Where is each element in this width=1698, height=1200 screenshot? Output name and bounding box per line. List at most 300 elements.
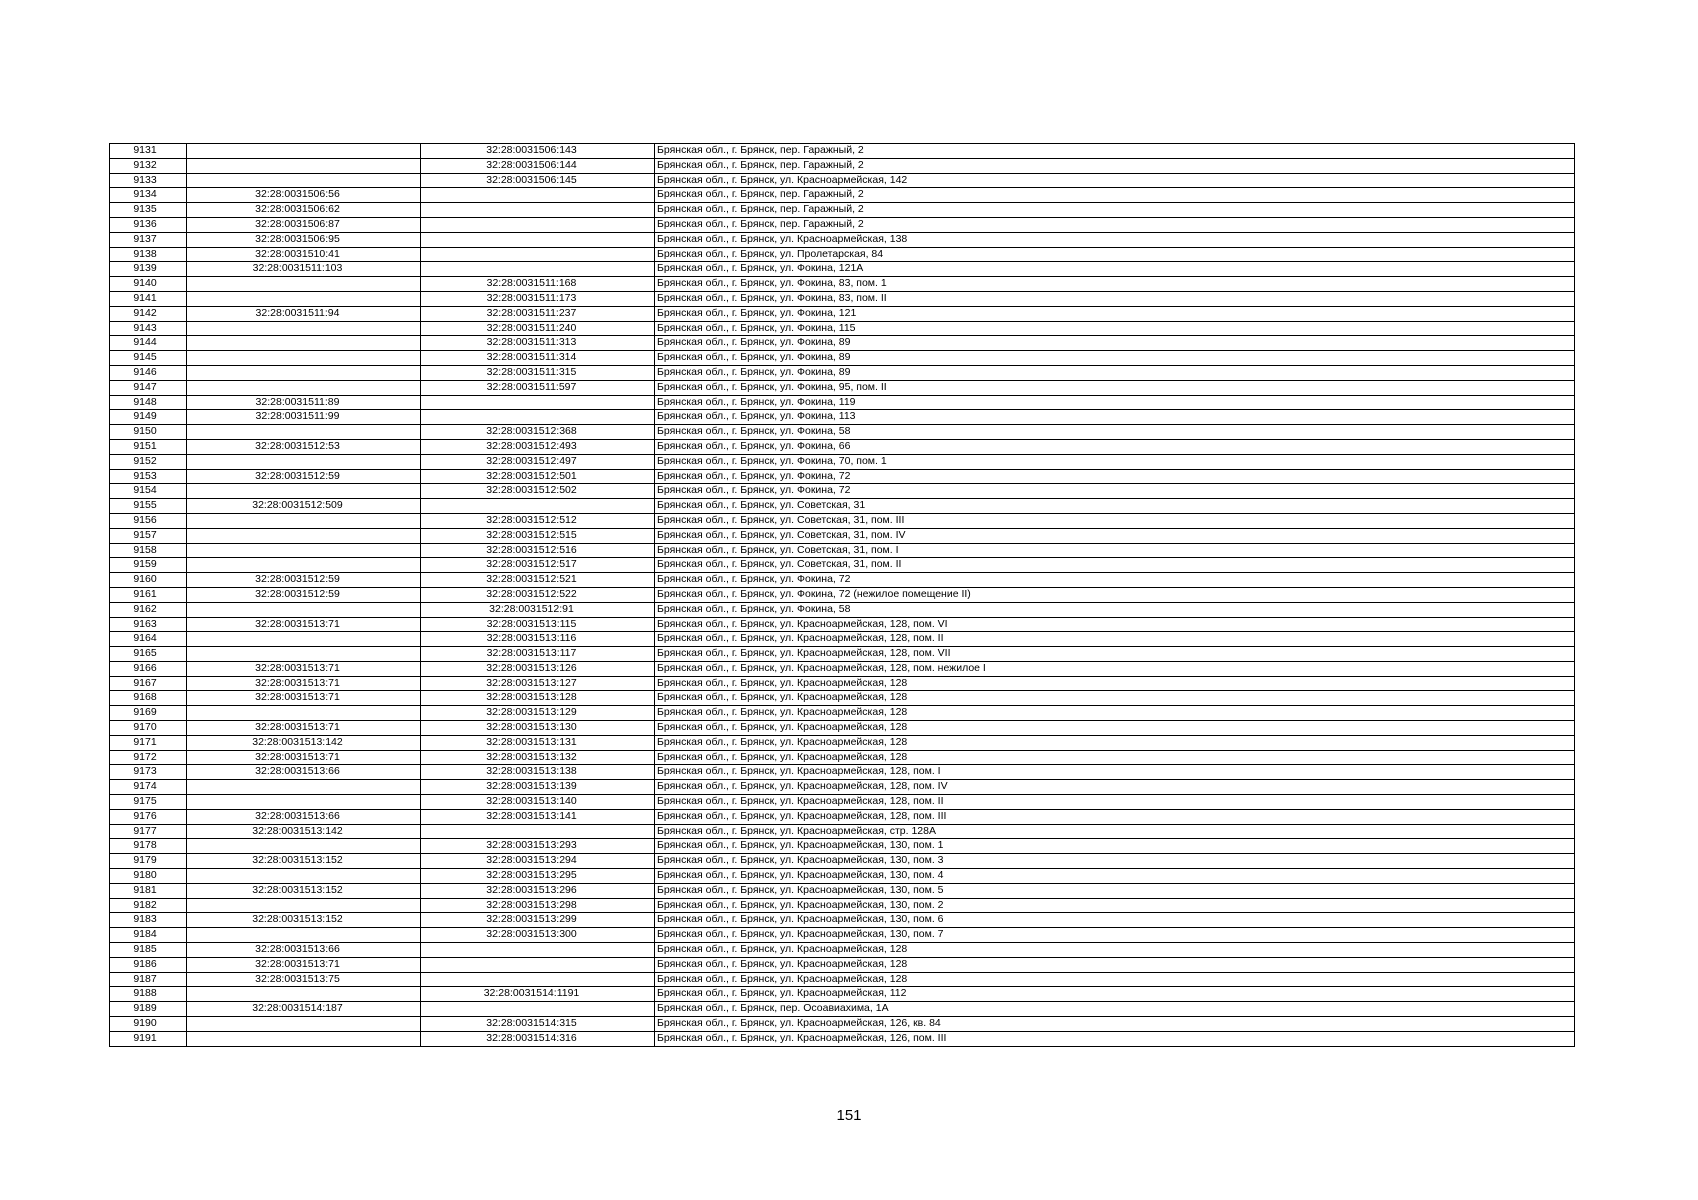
object-cadastral-number-cell: 32:28:0031506:145 [421, 173, 655, 188]
row-number-cell: 9157 [110, 528, 187, 543]
row-number-cell: 9160 [110, 573, 187, 588]
cadastral-number-cell: 32:28:0031514:187 [187, 1002, 421, 1017]
object-cadastral-number-cell: 32:28:0031506:143 [421, 144, 655, 159]
cadastral-number-cell [187, 795, 421, 810]
table-row [110, 558, 1575, 573]
object-cadastral-number-cell: 32:28:0031513:299 [421, 913, 655, 928]
object-cadastral-number-cell: 32:28:0031513:131 [421, 735, 655, 750]
table-row [110, 972, 1575, 987]
row-number-cell: 9190 [110, 1017, 187, 1032]
table-row [110, 854, 1575, 869]
address-cell: Брянская обл., г. Брянск, ул. Фокина, 58 [655, 425, 1575, 440]
cadastral-number-cell: 32:28:0031506:95 [187, 232, 421, 247]
cadastral-number-cell: 32:28:0031513:142 [187, 824, 421, 839]
row-number-cell: 9131 [110, 144, 187, 159]
address-cell: Брянская обл., г. Брянск, ул. Фокина, 121А [655, 262, 1575, 277]
table-row [110, 217, 1575, 232]
cadastral-number-cell: 32:28:0031512:59 [187, 587, 421, 602]
cadastral-number-cell [187, 454, 421, 469]
table-row [110, 247, 1575, 262]
address-cell: Брянская обл., г. Брянск, пер. Гаражный, 2 [655, 203, 1575, 218]
row-number-cell: 9170 [110, 721, 187, 736]
registry-table [109, 143, 1575, 1047]
cadastral-number-cell: 32:28:0031512:53 [187, 439, 421, 454]
address-cell: Брянская обл., г. Брянск, пер. Гаражный, 2 [655, 217, 1575, 232]
cadastral-number-cell [187, 321, 421, 336]
row-number-cell: 9137 [110, 232, 187, 247]
cadastral-number-cell: 32:28:0031511:99 [187, 410, 421, 425]
cadastral-number-cell: 32:28:0031510:41 [187, 247, 421, 262]
table-row [110, 735, 1575, 750]
object-cadastral-number-cell [421, 395, 655, 410]
table-row [110, 203, 1575, 218]
object-cadastral-number-cell: 32:28:0031513:138 [421, 765, 655, 780]
table-row [110, 943, 1575, 958]
object-cadastral-number-cell: 32:28:0031513:128 [421, 691, 655, 706]
table-row [110, 602, 1575, 617]
object-cadastral-number-cell: 32:28:0031506:144 [421, 158, 655, 173]
object-cadastral-number-cell: 32:28:0031514:1191 [421, 987, 655, 1002]
table-row [110, 691, 1575, 706]
row-number-cell: 9146 [110, 365, 187, 380]
row-number-cell: 9178 [110, 839, 187, 854]
object-cadastral-number-cell: 32:28:0031513:115 [421, 617, 655, 632]
table-row [110, 173, 1575, 188]
table-row [110, 306, 1575, 321]
row-number-cell: 9142 [110, 306, 187, 321]
address-cell: Брянская обл., г. Брянск, ул. Красноармейская, 128 [655, 972, 1575, 987]
address-cell: Брянская обл., г. Брянск, ул. Красноармейская, 130, пом. 6 [655, 913, 1575, 928]
address-cell: Брянская обл., г. Брянск, ул. Фокина, 113 [655, 410, 1575, 425]
table-row [110, 661, 1575, 676]
table-row [110, 351, 1575, 366]
row-number-cell: 9175 [110, 795, 187, 810]
table-row [110, 469, 1575, 484]
table-row [110, 573, 1575, 588]
cadastral-number-cell [187, 898, 421, 913]
row-number-cell: 9159 [110, 558, 187, 573]
cadastral-number-cell: 32:28:0031512:59 [187, 469, 421, 484]
address-cell: Брянская обл., г. Брянск, ул. Красноармейская, 128 [655, 957, 1575, 972]
table-row [110, 395, 1575, 410]
address-cell: Брянская обл., г. Брянск, ул. Красноармейская, 128 [655, 706, 1575, 721]
object-cadastral-number-cell: 32:28:0031512:517 [421, 558, 655, 573]
address-cell: Брянская обл., г. Брянск, ул. Советская, 31, пом. IV [655, 528, 1575, 543]
cadastral-number-cell [187, 602, 421, 617]
table-row [110, 380, 1575, 395]
address-cell: Брянская обл., г. Брянск, ул. Красноармейская, 128, пом. IV [655, 780, 1575, 795]
object-cadastral-number-cell: 32:28:0031513:295 [421, 869, 655, 884]
object-cadastral-number-cell [421, 957, 655, 972]
object-cadastral-number-cell: 32:28:0031512:493 [421, 439, 655, 454]
cadastral-number-cell: 32:28:0031513:75 [187, 972, 421, 987]
row-number-cell: 9151 [110, 439, 187, 454]
cadastral-number-cell [187, 780, 421, 795]
address-cell: Брянская обл., г. Брянск, ул. Советская, 31, пом. III [655, 513, 1575, 528]
address-cell: Брянская обл., г. Брянск, ул. Фокина, 121 [655, 306, 1575, 321]
row-number-cell: 9180 [110, 869, 187, 884]
address-cell: Брянская обл., г. Брянск, ул. Фокина, 83, пом. 1 [655, 277, 1575, 292]
row-number-cell: 9185 [110, 943, 187, 958]
cadastral-number-cell [187, 158, 421, 173]
table-row [110, 780, 1575, 795]
registry-table-body [110, 144, 1575, 1047]
row-number-cell: 9174 [110, 780, 187, 795]
address-cell: Брянская обл., г. Брянск, ул. Красноармейская, 128 [655, 943, 1575, 958]
table-row [110, 839, 1575, 854]
table-row [110, 809, 1575, 824]
row-number-cell: 9136 [110, 217, 187, 232]
object-cadastral-number-cell: 32:28:0031513:127 [421, 676, 655, 691]
cadastral-number-cell [187, 484, 421, 499]
object-cadastral-number-cell: 32:28:0031512:515 [421, 528, 655, 543]
cadastral-number-cell [187, 144, 421, 159]
address-cell: Брянская обл., г. Брянск, ул. Красноармейская, стр. 128А [655, 824, 1575, 839]
object-cadastral-number-cell: 32:28:0031512:516 [421, 543, 655, 558]
address-cell: Брянская обл., г. Брянск, ул. Фокина, 95, пом. II [655, 380, 1575, 395]
table-row [110, 410, 1575, 425]
row-number-cell: 9169 [110, 706, 187, 721]
row-number-cell: 9134 [110, 188, 187, 203]
cadastral-number-cell [187, 928, 421, 943]
address-cell: Брянская обл., г. Брянск, пер. Осоавиахима, 1А [655, 1002, 1575, 1017]
row-number-cell: 9171 [110, 735, 187, 750]
cadastral-number-cell [187, 1031, 421, 1046]
address-cell: Брянская обл., г. Брянск, пер. Гаражный, 2 [655, 144, 1575, 159]
table-row [110, 676, 1575, 691]
cadastral-number-cell [187, 987, 421, 1002]
address-cell: Брянская обл., г. Брянск, ул. Пролетарская, 84 [655, 247, 1575, 262]
cadastral-number-cell [187, 336, 421, 351]
address-cell: Брянская обл., г. Брянск, ул. Фокина, 72 [655, 573, 1575, 588]
address-cell: Брянская обл., г. Брянск, ул. Красноармейская, 128, пом. нежилое I [655, 661, 1575, 676]
row-number-cell: 9189 [110, 1002, 187, 1017]
table-row [110, 484, 1575, 499]
table-row [110, 1002, 1575, 1017]
page-number: 151 [836, 1107, 862, 1124]
table-row [110, 291, 1575, 306]
table-row [110, 795, 1575, 810]
table-row [110, 262, 1575, 277]
address-cell: Брянская обл., г. Брянск, ул. Красноармейская, 128, пом. VII [655, 647, 1575, 662]
cadastral-number-cell: 32:28:0031511:89 [187, 395, 421, 410]
row-number-cell: 9156 [110, 513, 187, 528]
table-row [110, 543, 1575, 558]
object-cadastral-number-cell [421, 232, 655, 247]
table-row [110, 928, 1575, 943]
address-cell: Брянская обл., г. Брянск, ул. Красноармейская, 130, пом. 1 [655, 839, 1575, 854]
address-cell: Брянская обл., г. Брянск, ул. Фокина, 72 [655, 484, 1575, 499]
cadastral-number-cell: 32:28:0031513:71 [187, 617, 421, 632]
address-cell: Брянская обл., г. Брянск, ул. Красноармейская, 128, пом. II [655, 795, 1575, 810]
cadastral-number-cell: 32:28:0031513:71 [187, 721, 421, 736]
cadastral-number-cell [187, 839, 421, 854]
table-row [110, 336, 1575, 351]
object-cadastral-number-cell: 32:28:0031512:502 [421, 484, 655, 499]
cadastral-number-cell [187, 632, 421, 647]
table-row [110, 750, 1575, 765]
cadastral-number-cell [187, 351, 421, 366]
object-cadastral-number-cell: 32:28:0031511:237 [421, 306, 655, 321]
table-row [110, 869, 1575, 884]
row-number-cell: 9150 [110, 425, 187, 440]
object-cadastral-number-cell [421, 972, 655, 987]
cadastral-number-cell: 32:28:0031513:66 [187, 809, 421, 824]
address-cell: Брянская обл., г. Брянск, ул. Красноармейская, 128, пом. VI [655, 617, 1575, 632]
object-cadastral-number-cell: 32:28:0031512:512 [421, 513, 655, 528]
address-cell: Брянская обл., г. Брянск, ул. Фокина, 83, пом. II [655, 291, 1575, 306]
cadastral-number-cell: 32:28:0031513:142 [187, 735, 421, 750]
row-number-cell: 9144 [110, 336, 187, 351]
table-row [110, 144, 1575, 159]
object-cadastral-number-cell [421, 943, 655, 958]
row-number-cell: 9155 [110, 499, 187, 514]
address-cell: Брянская обл., г. Брянск, ул. Советская, 31, пом. II [655, 558, 1575, 573]
cadastral-number-cell [187, 706, 421, 721]
object-cadastral-number-cell: 32:28:0031512:501 [421, 469, 655, 484]
address-cell: Брянская обл., г. Брянск, ул. Фокина, 89 [655, 365, 1575, 380]
object-cadastral-number-cell: 32:28:0031514:315 [421, 1017, 655, 1032]
address-cell: Брянская обл., г. Брянск, ул. Советская, 31, пом. I [655, 543, 1575, 558]
table-row [110, 365, 1575, 380]
table-row [110, 499, 1575, 514]
cadastral-number-cell [187, 513, 421, 528]
row-number-cell: 9181 [110, 883, 187, 898]
object-cadastral-number-cell: 32:28:0031511:168 [421, 277, 655, 292]
table-row [110, 721, 1575, 736]
row-number-cell: 9164 [110, 632, 187, 647]
registry-sheet [109, 143, 1574, 1047]
address-cell: Брянская обл., г. Брянск, ул. Фокина, 72 (нежилое помещение II) [655, 587, 1575, 602]
cadastral-number-cell: 32:28:0031506:56 [187, 188, 421, 203]
row-number-cell: 9141 [110, 291, 187, 306]
row-number-cell: 9158 [110, 543, 187, 558]
table-row [110, 1031, 1575, 1046]
row-number-cell: 9167 [110, 676, 187, 691]
address-cell: Брянская обл., г. Брянск, ул. Красноармейская, 126, пом. III [655, 1031, 1575, 1046]
object-cadastral-number-cell [421, 203, 655, 218]
cadastral-number-cell [187, 1017, 421, 1032]
row-number-cell: 9153 [110, 469, 187, 484]
address-cell: Брянская обл., г. Брянск, ул. Советская, 31 [655, 499, 1575, 514]
table-row [110, 277, 1575, 292]
object-cadastral-number-cell: 32:28:0031513:298 [421, 898, 655, 913]
object-cadastral-number-cell [421, 499, 655, 514]
cadastral-number-cell [187, 380, 421, 395]
row-number-cell: 9182 [110, 898, 187, 913]
object-cadastral-number-cell: 32:28:0031513:140 [421, 795, 655, 810]
row-number-cell: 9152 [110, 454, 187, 469]
cadastral-number-cell: 32:28:0031513:152 [187, 854, 421, 869]
cadastral-number-cell [187, 173, 421, 188]
table-row [110, 987, 1575, 1002]
table-row [110, 765, 1575, 780]
address-cell: Брянская обл., г. Брянск, ул. Красноармейская, 128 [655, 750, 1575, 765]
row-number-cell: 9161 [110, 587, 187, 602]
cadastral-number-cell: 32:28:0031513:152 [187, 913, 421, 928]
address-cell: Брянская обл., г. Брянск, ул. Красноармейская, 128, пом. I [655, 765, 1575, 780]
object-cadastral-number-cell: 32:28:0031513:139 [421, 780, 655, 795]
row-number-cell: 9148 [110, 395, 187, 410]
address-cell: Брянская обл., г. Брянск, ул. Красноармейская, 130, пом. 4 [655, 869, 1575, 884]
address-cell: Брянская обл., г. Брянск, ул. Фокина, 115 [655, 321, 1575, 336]
cadastral-number-cell: 32:28:0031513:71 [187, 676, 421, 691]
address-cell: Брянская обл., г. Брянск, ул. Красноармейская, 138 [655, 232, 1575, 247]
object-cadastral-number-cell: 32:28:0031512:521 [421, 573, 655, 588]
table-row [110, 587, 1575, 602]
row-number-cell: 9177 [110, 824, 187, 839]
cadastral-number-cell [187, 543, 421, 558]
table-row [110, 883, 1575, 898]
cadastral-number-cell: 32:28:0031513:66 [187, 765, 421, 780]
row-number-cell: 9173 [110, 765, 187, 780]
cadastral-number-cell: 32:28:0031513:71 [187, 957, 421, 972]
cadastral-number-cell [187, 291, 421, 306]
row-number-cell: 9143 [110, 321, 187, 336]
table-row [110, 957, 1575, 972]
address-cell: Брянская обл., г. Брянск, ул. Красноармейская, 128 [655, 676, 1575, 691]
address-cell: Брянская обл., г. Брянск, ул. Красноармейская, 128 [655, 721, 1575, 736]
table-row [110, 232, 1575, 247]
row-number-cell: 9184 [110, 928, 187, 943]
row-number-cell: 9138 [110, 247, 187, 262]
cadastral-number-cell [187, 647, 421, 662]
object-cadastral-number-cell [421, 1002, 655, 1017]
address-cell: Брянская обл., г. Брянск, ул. Фокина, 89 [655, 351, 1575, 366]
object-cadastral-number-cell: 32:28:0031512:497 [421, 454, 655, 469]
table-row [110, 513, 1575, 528]
object-cadastral-number-cell: 32:28:0031512:91 [421, 602, 655, 617]
address-cell: Брянская обл., г. Брянск, пер. Гаражный, 2 [655, 188, 1575, 203]
address-cell: Брянская обл., г. Брянск, ул. Красноармейская, 130, пом. 7 [655, 928, 1575, 943]
row-number-cell: 9172 [110, 750, 187, 765]
address-cell: Брянская обл., г. Брянск, ул. Фокина, 119 [655, 395, 1575, 410]
address-cell: Брянская обл., г. Брянск, ул. Красноармейская, 128, пом. III [655, 809, 1575, 824]
address-cell: Брянская обл., г. Брянск, ул. Фокина, 58 [655, 602, 1575, 617]
object-cadastral-number-cell: 32:28:0031513:129 [421, 706, 655, 721]
object-cadastral-number-cell: 32:28:0031513:126 [421, 661, 655, 676]
address-cell: Брянская обл., г. Брянск, ул. Фокина, 89 [655, 336, 1575, 351]
object-cadastral-number-cell: 32:28:0031511:314 [421, 351, 655, 366]
row-number-cell: 9188 [110, 987, 187, 1002]
row-number-cell: 9166 [110, 661, 187, 676]
object-cadastral-number-cell [421, 217, 655, 232]
object-cadastral-number-cell [421, 824, 655, 839]
table-row [110, 425, 1575, 440]
address-cell: Брянская обл., г. Брянск, пер. Гаражный, 2 [655, 158, 1575, 173]
cadastral-number-cell: 32:28:0031512:509 [187, 499, 421, 514]
table-row [110, 321, 1575, 336]
object-cadastral-number-cell: 32:28:0031513:141 [421, 809, 655, 824]
address-cell: Брянская обл., г. Брянск, ул. Красноармейская, 128 [655, 691, 1575, 706]
object-cadastral-number-cell: 32:28:0031513:293 [421, 839, 655, 854]
row-number-cell: 9132 [110, 158, 187, 173]
address-cell: Брянская обл., г. Брянск, ул. Фокина, 66 [655, 439, 1575, 454]
object-cadastral-number-cell: 32:28:0031511:240 [421, 321, 655, 336]
table-row [110, 439, 1575, 454]
object-cadastral-number-cell: 32:28:0031513:116 [421, 632, 655, 647]
address-cell: Брянская обл., г. Брянск, ул. Красноармейская, 130, пом. 2 [655, 898, 1575, 913]
cadastral-number-cell [187, 558, 421, 573]
cadastral-number-cell: 32:28:0031513:66 [187, 943, 421, 958]
row-number-cell: 9139 [110, 262, 187, 277]
address-cell: Брянская обл., г. Брянск, ул. Красноармейская, 112 [655, 987, 1575, 1002]
object-cadastral-number-cell [421, 262, 655, 277]
cadastral-number-cell [187, 869, 421, 884]
table-row [110, 632, 1575, 647]
table-row [110, 913, 1575, 928]
row-number-cell: 9191 [110, 1031, 187, 1046]
address-cell: Брянская обл., г. Брянск, ул. Фокина, 70, пом. 1 [655, 454, 1575, 469]
cadastral-number-cell: 32:28:0031513:71 [187, 691, 421, 706]
row-number-cell: 9183 [110, 913, 187, 928]
object-cadastral-number-cell: 32:28:0031514:316 [421, 1031, 655, 1046]
object-cadastral-number-cell [421, 188, 655, 203]
row-number-cell: 9165 [110, 647, 187, 662]
object-cadastral-number-cell [421, 410, 655, 425]
row-number-cell: 9186 [110, 957, 187, 972]
table-row [110, 824, 1575, 839]
address-cell: Брянская обл., г. Брянск, ул. Красноармейская, 126, кв. 84 [655, 1017, 1575, 1032]
cadastral-number-cell [187, 425, 421, 440]
table-row [110, 706, 1575, 721]
object-cadastral-number-cell [421, 247, 655, 262]
cadastral-number-cell [187, 528, 421, 543]
cadastral-number-cell: 32:28:0031506:62 [187, 203, 421, 218]
address-cell: Брянская обл., г. Брянск, ул. Красноармейская, 128, пом. II [655, 632, 1575, 647]
object-cadastral-number-cell: 32:28:0031511:173 [421, 291, 655, 306]
address-cell: Брянская обл., г. Брянск, ул. Красноармейская, 130, пом. 5 [655, 883, 1575, 898]
table-row [110, 158, 1575, 173]
row-number-cell: 9135 [110, 203, 187, 218]
cadastral-number-cell [187, 277, 421, 292]
object-cadastral-number-cell: 32:28:0031511:313 [421, 336, 655, 351]
object-cadastral-number-cell: 32:28:0031513:130 [421, 721, 655, 736]
row-number-cell: 9145 [110, 351, 187, 366]
object-cadastral-number-cell: 32:28:0031513:117 [421, 647, 655, 662]
row-number-cell: 9163 [110, 617, 187, 632]
table-row [110, 188, 1575, 203]
row-number-cell: 9187 [110, 972, 187, 987]
table-row [110, 454, 1575, 469]
address-cell: Брянская обл., г. Брянск, ул. Красноармейская, 142 [655, 173, 1575, 188]
cadastral-number-cell: 32:28:0031511:103 [187, 262, 421, 277]
object-cadastral-number-cell: 32:28:0031512:368 [421, 425, 655, 440]
table-row [110, 617, 1575, 632]
cadastral-number-cell: 32:28:0031511:94 [187, 306, 421, 321]
address-cell: Брянская обл., г. Брянск, ул. Красноармейская, 130, пом. 3 [655, 854, 1575, 869]
row-number-cell: 9168 [110, 691, 187, 706]
table-row [110, 898, 1575, 913]
cadastral-number-cell: 32:28:0031513:71 [187, 661, 421, 676]
row-number-cell: 9179 [110, 854, 187, 869]
cadastral-number-cell: 32:28:0031506:87 [187, 217, 421, 232]
cadastral-number-cell: 32:28:0031512:59 [187, 573, 421, 588]
object-cadastral-number-cell: 32:28:0031513:300 [421, 928, 655, 943]
row-number-cell: 9147 [110, 380, 187, 395]
table-row [110, 528, 1575, 543]
object-cadastral-number-cell: 32:28:0031513:132 [421, 750, 655, 765]
object-cadastral-number-cell: 32:28:0031511:597 [421, 380, 655, 395]
row-number-cell: 9149 [110, 410, 187, 425]
table-row [110, 647, 1575, 662]
cadastral-number-cell: 32:28:0031513:71 [187, 750, 421, 765]
address-cell: Брянская обл., г. Брянск, ул. Фокина, 72 [655, 469, 1575, 484]
object-cadastral-number-cell: 32:28:0031513:294 [421, 854, 655, 869]
cadastral-number-cell: 32:28:0031513:152 [187, 883, 421, 898]
row-number-cell: 9162 [110, 602, 187, 617]
row-number-cell: 9133 [110, 173, 187, 188]
